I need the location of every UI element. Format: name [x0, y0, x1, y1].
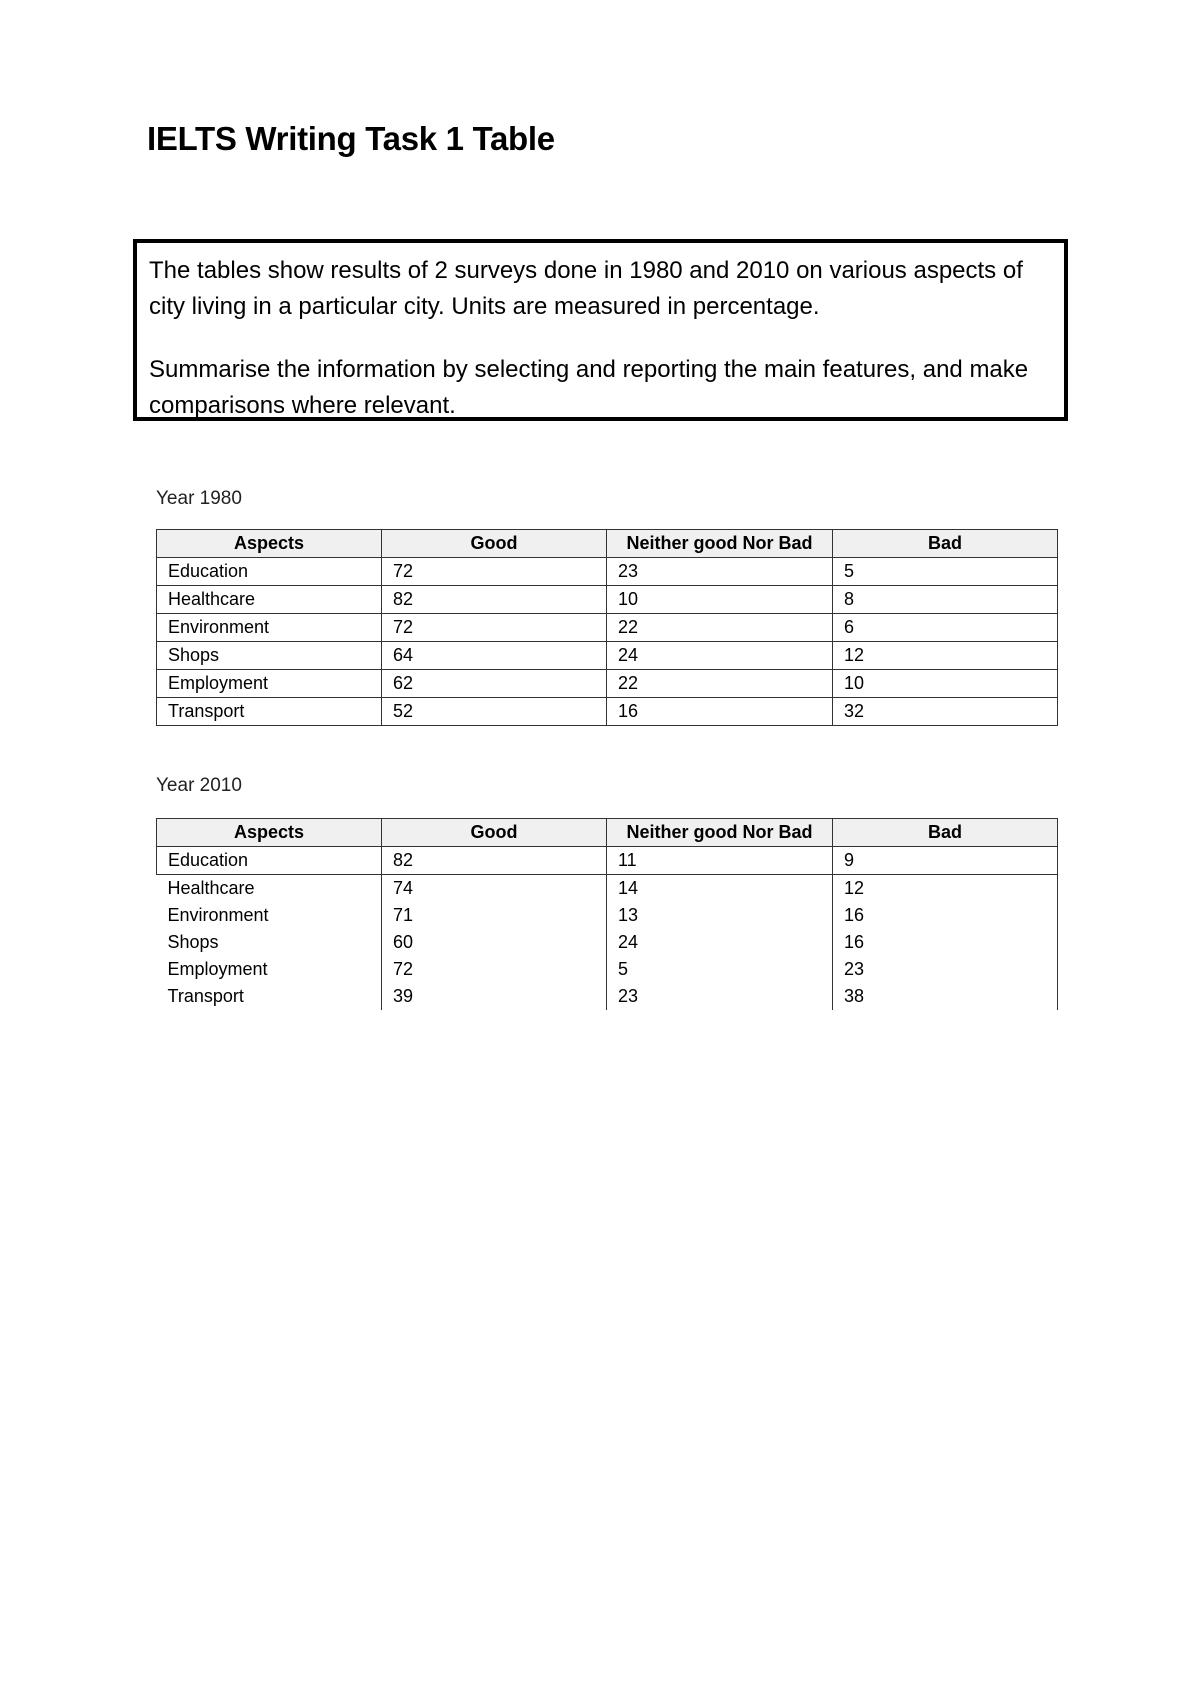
table-row	[157, 929, 1058, 956]
cell-good: 72	[382, 614, 607, 642]
cell-neither: 23	[607, 558, 833, 586]
cell-neither: 16	[607, 698, 833, 726]
cell-good: 64	[382, 642, 607, 670]
cell-good: 60	[382, 929, 607, 956]
cell-aspect: Employment	[157, 670, 382, 698]
task-prompt-box	[133, 239, 1068, 421]
cell-good: 39	[382, 983, 607, 1010]
header-good: Good	[382, 819, 607, 847]
cell-bad: 38	[833, 983, 1058, 1010]
cell-bad: 9	[833, 847, 1058, 875]
table-row	[157, 558, 1058, 586]
cell-aspect: Shops	[157, 642, 382, 670]
cell-neither: 22	[607, 614, 833, 642]
table-row	[157, 847, 1058, 875]
cell-bad: 5	[833, 558, 1058, 586]
cell-bad: 12	[833, 642, 1058, 670]
table-row	[157, 956, 1058, 983]
survey-table-1980	[156, 529, 1058, 726]
page-title: IELTS Writing Task 1 Table	[147, 120, 555, 157]
survey-table-2010	[156, 818, 1058, 1010]
cell-bad: 12	[833, 875, 1058, 903]
table-row	[157, 614, 1058, 642]
table-2010-label: Year 2010	[156, 775, 242, 796]
table-row	[157, 698, 1058, 726]
table-header-row	[157, 819, 1058, 847]
cell-aspect: Environment	[157, 614, 382, 642]
cell-neither: 11	[607, 847, 833, 875]
cell-aspect: Shops	[157, 929, 382, 956]
prompt-paragraph-1: The tables show results of 2 surveys done in 1980 and 2010 on various aspects of city living in a particular city. Units are measured in percentage.	[149, 257, 1023, 320]
cell-aspect: Education	[157, 558, 382, 586]
cell-bad: 23	[833, 956, 1058, 983]
cell-neither: 23	[607, 983, 833, 1010]
cell-good: 82	[382, 586, 607, 614]
header-good: Good	[382, 530, 607, 558]
header-bad: Bad	[833, 530, 1058, 558]
cell-bad: 8	[833, 586, 1058, 614]
cell-aspect: Employment	[157, 956, 382, 983]
cell-good: 72	[382, 558, 607, 586]
table-row	[157, 670, 1058, 698]
cell-bad: 32	[833, 698, 1058, 726]
cell-neither: 24	[607, 929, 833, 956]
cell-aspect: Transport	[157, 698, 382, 726]
header-aspects: Aspects	[157, 530, 382, 558]
cell-good: 62	[382, 670, 607, 698]
cell-good: 71	[382, 902, 607, 929]
table-1980-label: Year 1980	[156, 488, 242, 509]
cell-neither: 10	[607, 586, 833, 614]
cell-bad: 16	[833, 902, 1058, 929]
cell-neither: 22	[607, 670, 833, 698]
table-row	[157, 642, 1058, 670]
cell-bad: 16	[833, 929, 1058, 956]
table-row	[157, 983, 1058, 1010]
header-neither: Neither good Nor Bad	[607, 819, 833, 847]
header-aspects: Aspects	[157, 819, 382, 847]
cell-aspect: Healthcare	[157, 875, 382, 903]
header-neither: Neither good Nor Bad	[607, 530, 833, 558]
cell-bad: 10	[833, 670, 1058, 698]
prompt-paragraph-2: Summarise the information by selecting and reporting the main features, and make comparisons where relevant.	[149, 356, 1029, 419]
cell-good: 52	[382, 698, 607, 726]
cell-neither: 5	[607, 956, 833, 983]
cell-good: 82	[382, 847, 607, 875]
cell-neither: 24	[607, 642, 833, 670]
cell-good: 72	[382, 956, 607, 983]
cell-aspect: Healthcare	[157, 586, 382, 614]
cell-neither: 14	[607, 875, 833, 903]
table-row	[157, 875, 1058, 903]
cell-bad: 6	[833, 614, 1058, 642]
cell-aspect: Transport	[157, 983, 382, 1010]
cell-good: 74	[382, 875, 607, 903]
header-bad: Bad	[833, 819, 1058, 847]
table-row	[157, 586, 1058, 614]
table-header-row	[157, 530, 1058, 558]
cell-neither: 13	[607, 902, 833, 929]
table-row	[157, 902, 1058, 929]
cell-aspect: Environment	[157, 902, 382, 929]
cell-aspect: Education	[157, 847, 382, 875]
